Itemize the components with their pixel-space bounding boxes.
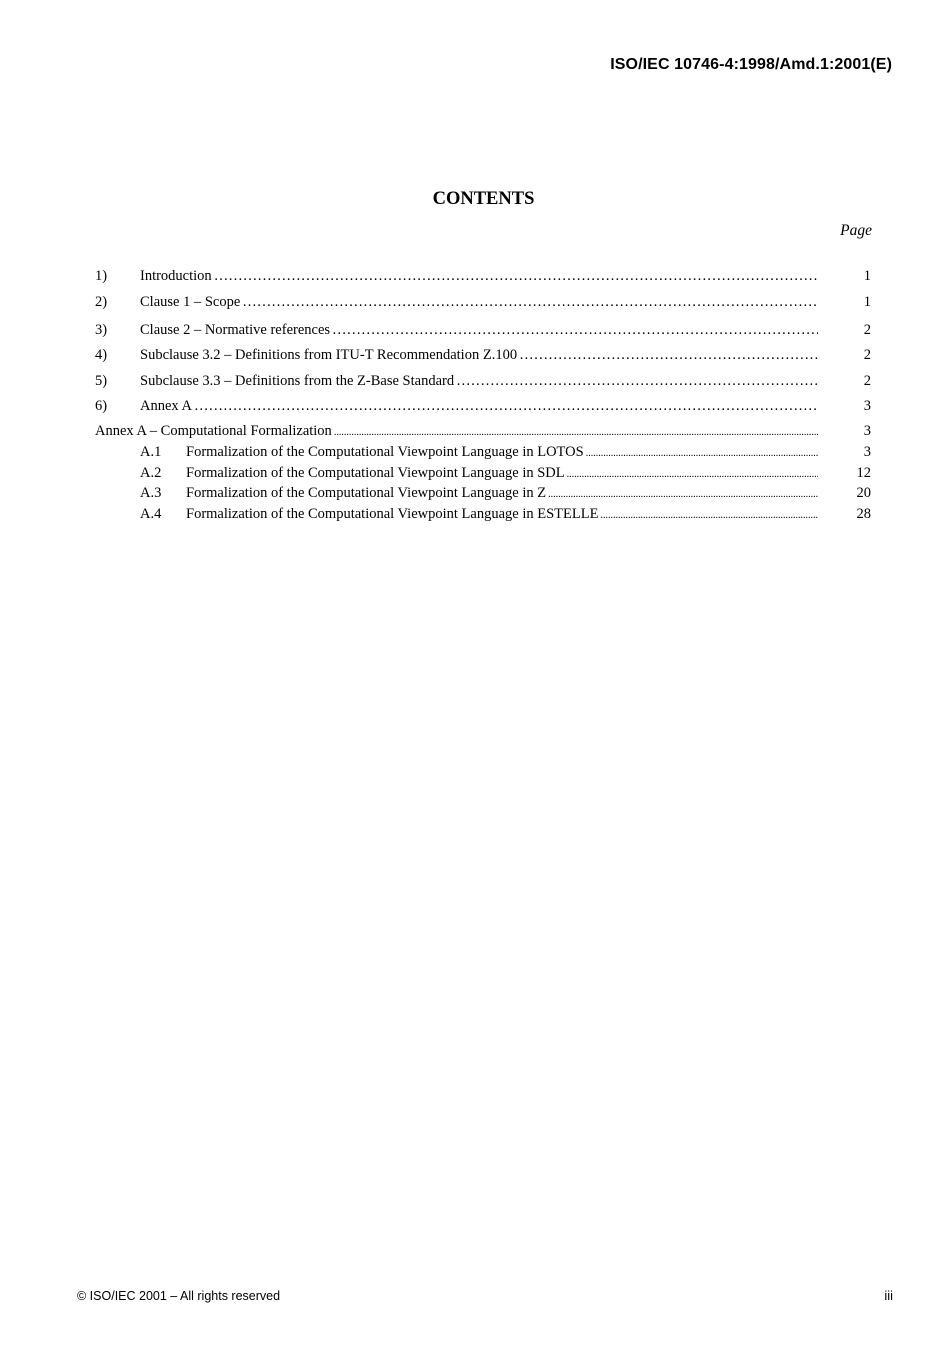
toc-subentry-page: 20: [856, 485, 871, 501]
dot-leader: [194, 398, 818, 415]
toc-subentry-title: Formalization of the Computational Viewpoint Language in Z: [186, 485, 547, 501]
page-column-label: Page: [840, 222, 872, 239]
toc-entry-number: 3): [95, 322, 108, 338]
toc-entry-number: 6): [95, 398, 108, 414]
toc-entry-page: 2: [863, 373, 871, 389]
toc-subentry[interactable]: [0, 485, 950, 507]
toc-entry-title: Annex A: [140, 398, 192, 414]
toc-entry[interactable]: [0, 322, 950, 344]
dot-leader: [600, 506, 818, 523]
contents-title: CONTENTS: [432, 189, 535, 209]
toc-entry-number: 5): [95, 373, 108, 389]
toc-subentry-title: Formalization of the Computational Viewpoint Language in ESTELLE: [186, 506, 599, 522]
dot-leader: [242, 294, 818, 311]
toc-entry-title: Clause 2 – Normative references: [140, 322, 331, 338]
footer-page-number: iii: [884, 1288, 893, 1303]
toc-entry-page: 1: [863, 268, 871, 284]
toc-subentry-page: 3: [863, 444, 871, 460]
toc-subentry-number: A.4: [140, 506, 162, 522]
dot-leader: [456, 373, 818, 390]
dot-leader: [586, 444, 818, 461]
toc-subentry[interactable]: [0, 444, 950, 466]
toc-annex-title: Annex A – Computational Formalization: [95, 423, 332, 439]
toc-entry[interactable]: [0, 373, 950, 395]
toc-entry-title: Clause 1 – Scope: [140, 294, 241, 310]
dot-leader: [334, 423, 818, 440]
toc-entry-number: 4): [95, 347, 108, 363]
toc-entry-number: 2): [95, 294, 108, 310]
document-id: ISO/IEC 10746-4:1998/Amd.1:2001(E): [610, 56, 892, 73]
toc-subentry-page: 28: [856, 506, 871, 522]
toc-entry[interactable]: [0, 268, 950, 290]
toc-subentry[interactable]: [0, 465, 950, 487]
toc-subentry-page: 12: [856, 465, 871, 481]
toc-entry-title: Subclause 3.2 – Definitions from ITU-T Recommendation Z.100: [140, 347, 518, 363]
toc-subentry[interactable]: [0, 506, 950, 528]
toc-subentry-title: Formalization of the Computational Viewpoint Language in SDL: [186, 465, 565, 481]
toc-entry[interactable]: [0, 347, 950, 369]
toc-entry-page: 2: [863, 322, 871, 338]
dot-leader: [332, 322, 818, 339]
toc-entry-page: 3: [863, 398, 871, 414]
toc-subentry-title: Formalization of the Computational Viewpoint Language in LOTOS: [186, 444, 584, 460]
toc-subentry-number: A.3: [140, 485, 162, 501]
dot-leader: [214, 268, 818, 285]
dot-leader: [548, 485, 818, 502]
toc-entry-number: 1): [95, 268, 108, 284]
toc-entry[interactable]: [0, 398, 950, 420]
toc-entry-title: Subclause 3.3 – Definitions from the Z-Base Standard: [140, 373, 455, 389]
toc-subentry-number: A.2: [140, 465, 162, 481]
toc-entry-page: 1: [863, 294, 871, 310]
footer-copyright: © ISO/IEC 2001 – All rights reserved: [77, 1289, 281, 1303]
toc-entry[interactable]: [0, 294, 950, 316]
toc-annex-entry[interactable]: [0, 423, 950, 445]
toc-subentry-number: A.1: [140, 444, 162, 460]
toc-annex-page: 3: [863, 423, 871, 439]
dot-leader: [567, 465, 818, 482]
toc-entry-title: Introduction: [140, 268, 212, 284]
toc-entry-page: 2: [863, 347, 871, 363]
dot-leader: [519, 347, 818, 364]
